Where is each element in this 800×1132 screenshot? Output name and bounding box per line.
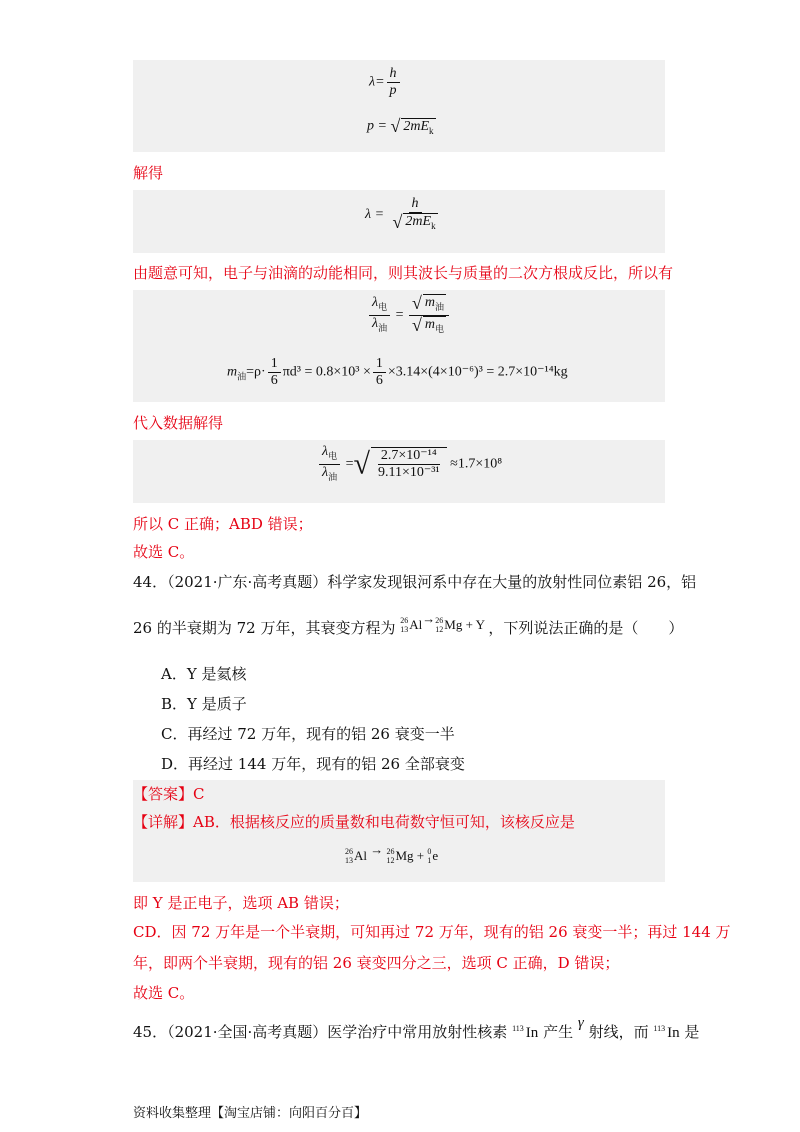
eq-symbol: λ bbox=[322, 444, 329, 459]
eq-symbol: m bbox=[424, 316, 436, 332]
option-b: B．Y 是质子 bbox=[161, 695, 247, 713]
equation-wavelength-solved bbox=[365, 196, 443, 234]
explanation-cd-2: 年，即两个半衰期，现有的铝 26 衰变四分之三，选项 C 正确，D 错误； bbox=[133, 954, 620, 972]
sqrt-sign: √ bbox=[392, 211, 403, 232]
eq-radicand: 2mE bbox=[405, 214, 432, 229]
sqrt-sign: √ bbox=[412, 314, 422, 335]
eq-numerator: 2.7×10⁻¹⁴ bbox=[378, 448, 440, 465]
eq-text: =ρ· bbox=[246, 364, 266, 380]
equation-wavelength bbox=[369, 66, 402, 99]
solve-label: 解得 bbox=[133, 164, 164, 182]
sqrt-sign: √ bbox=[390, 116, 401, 136]
eq-symbol: m bbox=[424, 295, 436, 310]
formula-block-4 bbox=[133, 440, 665, 503]
mass-number: 26 bbox=[345, 847, 353, 856]
eq-subscript: 油 bbox=[328, 471, 338, 482]
eq-text: λ = bbox=[365, 207, 385, 223]
stem-text: 射线，而 bbox=[588, 1023, 649, 1041]
eq-denominator: 6 bbox=[270, 373, 278, 388]
choose-answer-2: 故选 C。 bbox=[133, 984, 195, 1002]
eq-subscript: 油 bbox=[237, 371, 247, 382]
eq-denominator: 9.11×10⁻³¹ bbox=[377, 464, 440, 480]
nuclide: Mg + Y bbox=[444, 617, 486, 632]
question-44-stem: 44．（2021·广东·高考真题）科学家发现银河系中存在大量的放射性同位素铝 26，铝 bbox=[133, 573, 697, 591]
atomic-number: 1 bbox=[427, 856, 432, 865]
substitute-label: 代入数据解得 bbox=[133, 414, 224, 432]
option-c: C．再经过 72 万年，现有的铝 26 衰变一半 bbox=[161, 725, 455, 743]
eq-radicand: 2mE bbox=[403, 118, 430, 134]
explanation-y: 即 Y 是正电子，选项 AB 错误； bbox=[133, 894, 349, 912]
atomic-number: 12 bbox=[435, 625, 444, 634]
question-44-stem-line2 bbox=[133, 611, 684, 645]
formula-block-3 bbox=[133, 290, 665, 402]
atomic-number: 13 bbox=[400, 625, 409, 634]
eq-numerator: 1 bbox=[268, 356, 281, 373]
eq-subscript: 电 bbox=[435, 323, 445, 334]
eq-numerator: 1 bbox=[373, 356, 386, 373]
nuclide: Mg + bbox=[395, 848, 425, 863]
stem-text: 产生 bbox=[543, 1023, 574, 1041]
arrow-icon: → bbox=[422, 611, 436, 626]
nuclide: Al bbox=[354, 848, 367, 863]
equation-ratio-value: $\frac{\lambda_电}{\lambda_油}$ =√ $\frac{\text{2.7×10⁻¹⁴}}{\text{9.11×10⁻³¹}}$ ≈1.7×10⁸ bbox=[317, 444, 502, 485]
sqrt-sign: √ bbox=[412, 292, 422, 313]
mass-number: 0 bbox=[427, 847, 432, 856]
question-45-stem bbox=[133, 1015, 700, 1049]
equation-momentum bbox=[367, 116, 436, 137]
eq-numerator: h bbox=[411, 196, 419, 211]
eq-subscript: k bbox=[429, 125, 434, 136]
nuclear-reaction-equation bbox=[345, 842, 438, 865]
eq-text: πd³ = 0.8×10³ × bbox=[282, 364, 371, 380]
answer-label: 【答案】C bbox=[133, 785, 205, 803]
page-footer: 资料收集整理【淘宝店铺：向阳百分百】 bbox=[133, 1106, 368, 1121]
eq-symbol: λ bbox=[372, 315, 379, 331]
formula-block-1 bbox=[133, 60, 665, 152]
eq-subscript: 电 bbox=[328, 450, 338, 461]
sqrt-sign: √ bbox=[353, 447, 370, 481]
eq-symbol: m bbox=[227, 364, 238, 380]
choose-answer-1: 故选 C。 bbox=[133, 543, 195, 561]
mass-number: 26 bbox=[386, 847, 395, 856]
conclusion-text: 所以 C 正确；ABD 错误； bbox=[133, 515, 313, 533]
detail-text: 【详解】AB．根据核反应的质量数和电荷数守恒可知，该核反应是 bbox=[133, 813, 575, 831]
eq-symbol: λ bbox=[372, 295, 379, 310]
decay-equation bbox=[400, 611, 488, 634]
stem-text: 是 bbox=[684, 1023, 700, 1041]
atomic-number: 13 bbox=[345, 856, 353, 865]
mass-number: 113 bbox=[512, 1024, 524, 1033]
mass-number: 26 bbox=[435, 616, 444, 625]
nuclide: In bbox=[525, 1025, 539, 1041]
nuclide: e bbox=[432, 848, 439, 863]
equation-ratio: $\frac{\lambda_电}{\lambda_油}$ = $\frac{√ m_油}{√ m_电}$ bbox=[367, 294, 451, 337]
stem-text: 45．（2021·全国·高考真题）医学治疗中常用放射性核素 bbox=[133, 1023, 508, 1041]
eq-result: ≈1.7×10⁸ bbox=[450, 456, 503, 472]
eq-denominator: 6 bbox=[375, 373, 383, 388]
eq-symbol: λ bbox=[322, 464, 329, 480]
eq-subscript: 电 bbox=[378, 301, 388, 312]
nuclide: In bbox=[667, 1025, 680, 1041]
gamma-symbol: γ bbox=[577, 1015, 584, 1031]
option-a: A．Y 是氦核 bbox=[161, 665, 247, 683]
atomic-number: 12 bbox=[386, 856, 395, 865]
reason-text: 由题意可知，电子与油滴的动能相同，则其波长与质量的二次方根成反比，所以有 bbox=[133, 264, 674, 282]
formula-block-2 bbox=[133, 190, 665, 253]
mass-number: 26 bbox=[400, 616, 409, 625]
eq-denominator: p bbox=[389, 83, 397, 98]
stem-text: 26 的半衰期为 72 万年，其衰变方程为 bbox=[133, 619, 396, 637]
stem-text: ，下列说法正确的是（ ） bbox=[488, 619, 684, 637]
mass-number: 113 bbox=[653, 1024, 666, 1033]
eq-text: p = bbox=[367, 118, 387, 134]
eq-text: λ= bbox=[369, 74, 385, 90]
arrow-icon: → bbox=[370, 842, 384, 857]
eq-numerator: h bbox=[389, 66, 397, 81]
eq-subscript: k bbox=[431, 220, 436, 231]
nuclide: Al bbox=[409, 617, 423, 632]
option-d: D．再经过 144 万年，现有的铝 26 全部衰变 bbox=[161, 755, 465, 773]
eq-subscript: 油 bbox=[378, 322, 388, 333]
equation-oil-mass bbox=[227, 356, 568, 389]
explanation-cd-1: CD．因 72 万年是一个半衰期，可知再过 72 万年，现有的铝 26 衰变一半；再过 144 万 bbox=[133, 923, 731, 941]
eq-text: ×3.14×(4×10⁻⁶)³ = 2.7×10⁻¹⁴kg bbox=[387, 364, 568, 380]
eq-subscript: 油 bbox=[435, 301, 445, 312]
